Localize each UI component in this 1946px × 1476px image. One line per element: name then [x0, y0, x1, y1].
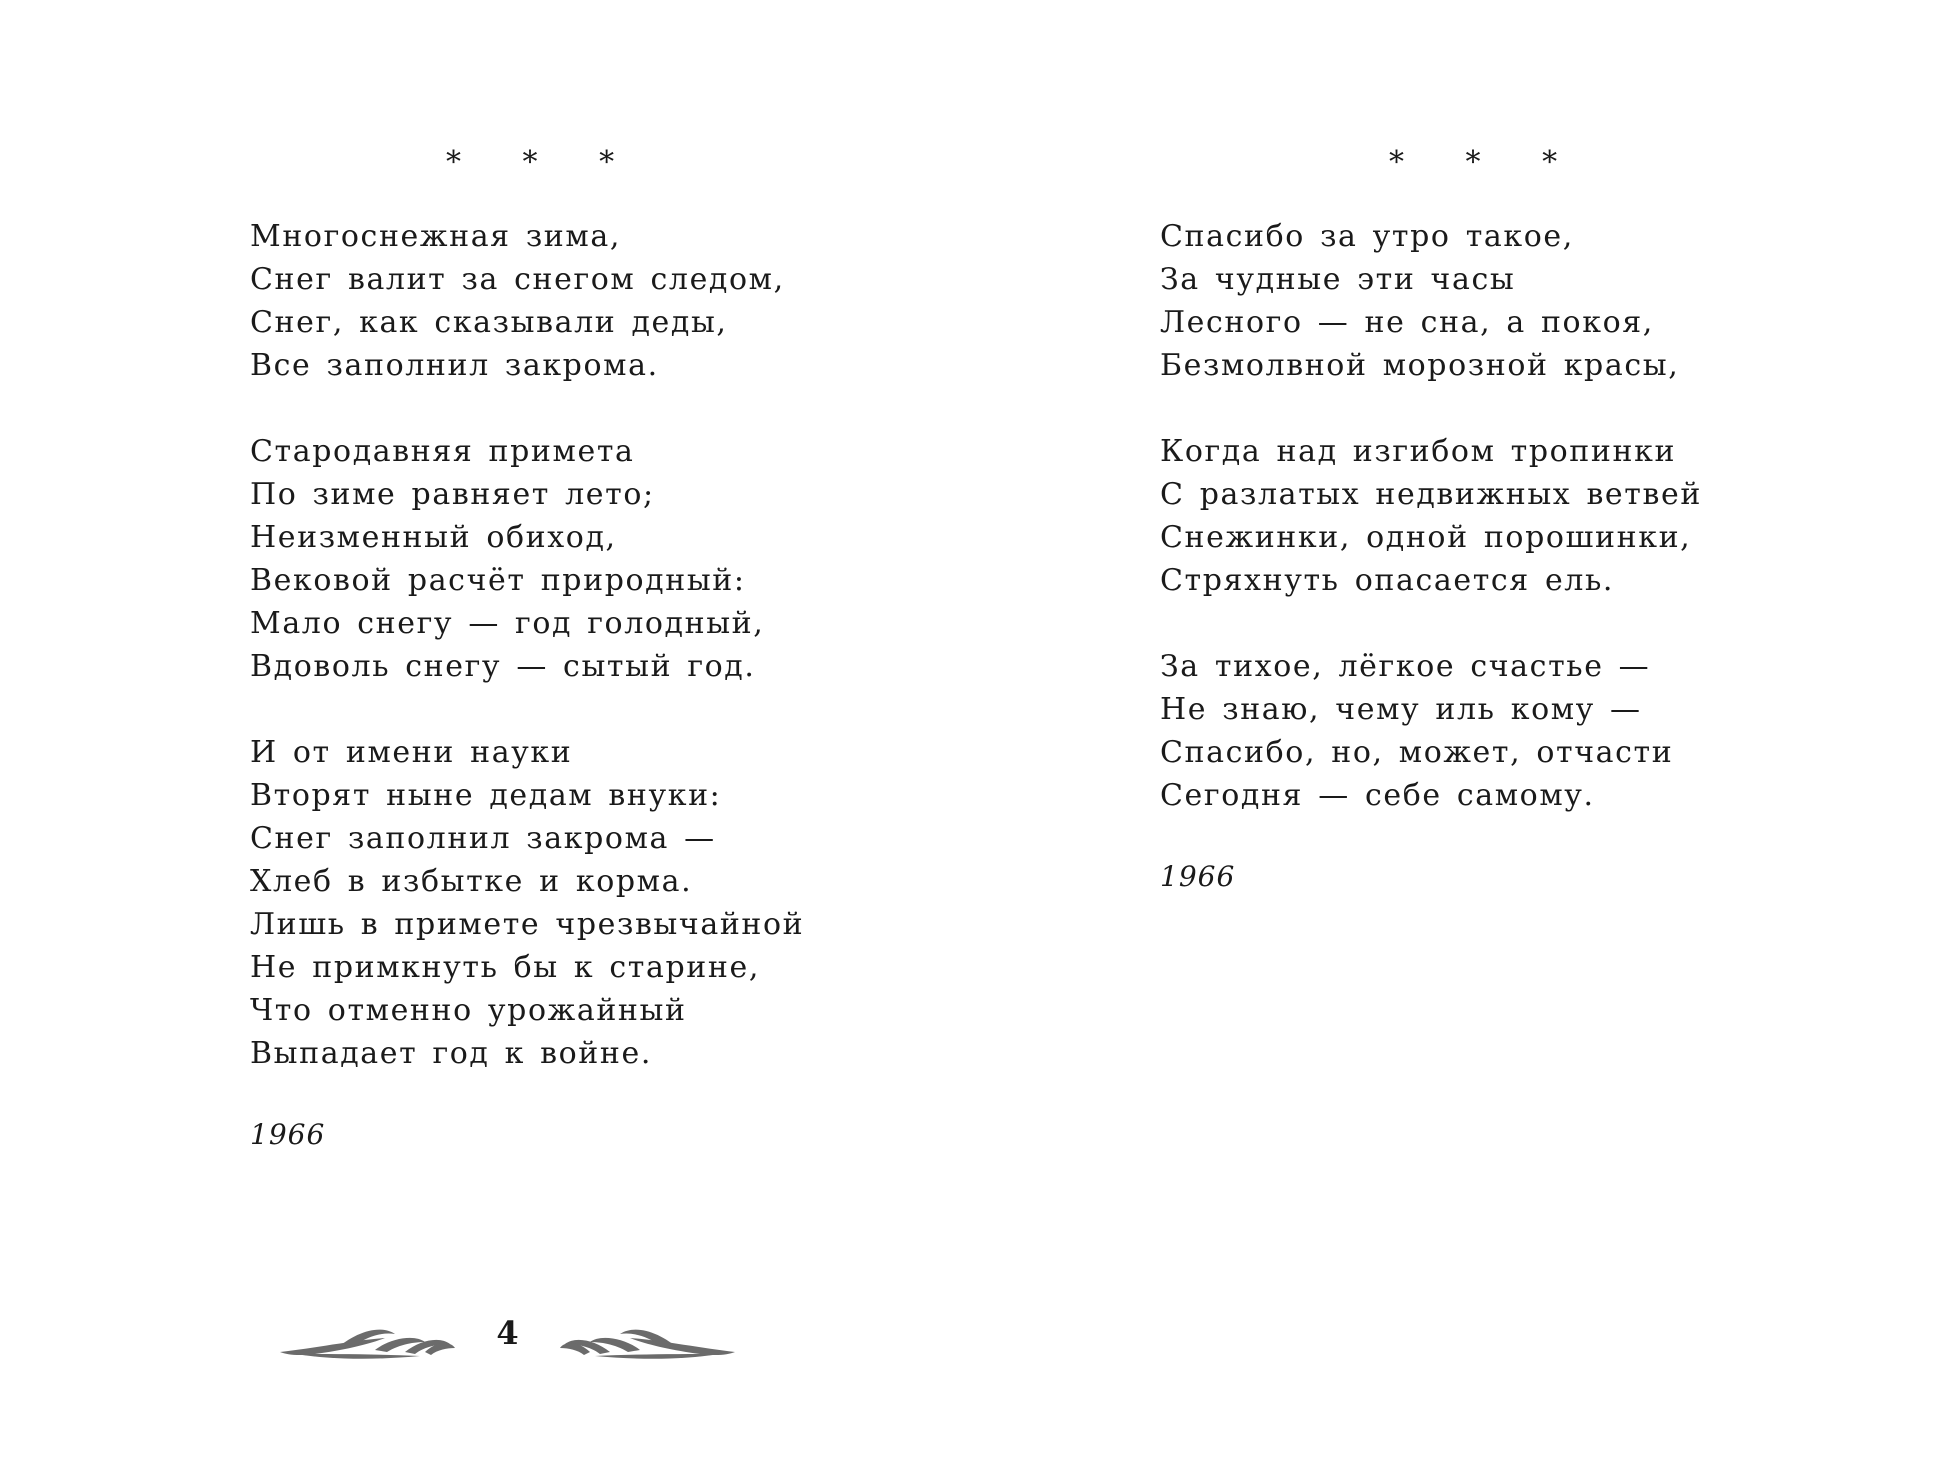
page-number: 4 — [496, 1314, 519, 1352]
right-poem-stanzas — [1160, 215, 1702, 893]
poem-year: 1966 — [250, 1118, 326, 1151]
poem-line: Вторят ныне дедам внуки: — [250, 778, 722, 813]
poem-line: Все заполнил закрома. — [250, 348, 659, 383]
left-poem-separator: * * * — [446, 145, 641, 180]
poem-line: Выпадает год к войне. — [250, 1036, 652, 1071]
poem-line: Лишь в примете чрезвычайной — [250, 907, 805, 942]
stanza — [1160, 645, 1702, 817]
poem-line: Когда над изгибом тропинки — [1160, 434, 1677, 469]
stanza — [1160, 215, 1702, 387]
poem-line: Снежинки, одной порошинки, — [1160, 520, 1692, 555]
poem-line: По зиме равняет лето; — [250, 477, 655, 512]
poem-line: Вдоволь снегу — сытый год. — [250, 649, 756, 684]
poem-line: Не примкнуть бы к старине, — [250, 950, 760, 985]
poem-year: 1966 — [1160, 860, 1236, 893]
stanza — [250, 215, 804, 387]
poem-line: С разлатых недвижных ветвей — [1160, 477, 1702, 512]
poem-line: Стряхнуть опасается ель. — [1160, 563, 1615, 598]
poem-line: Снег заполнил закрома — — [250, 821, 716, 856]
poem-line: Вековой расчёт природный: — [250, 563, 746, 598]
poem-line: Снег валит за снегом следом, — [250, 262, 785, 297]
poem-line: Мало снегу — год голодный, — [250, 606, 765, 641]
poem-line: Безмолвной морозной красы, — [1160, 348, 1680, 383]
stanza — [250, 731, 804, 1075]
poem-line: И от имени науки — [250, 735, 573, 770]
poem-line: Спасибо, но, может, отчасти — [1160, 735, 1674, 770]
poem-line: Лесного — не сна, а покоя, — [1160, 305, 1654, 340]
poem-line: Спасибо за утро такое, — [1160, 219, 1574, 254]
poem-line: Сегодня — себе самому. — [1160, 778, 1595, 813]
left-poem-stanzas — [250, 215, 804, 1151]
poem-line: Что отменно урожайный — [250, 993, 687, 1028]
stanza — [250, 430, 804, 688]
poem-line: За тихое, лёгкое счастье — — [1160, 649, 1651, 684]
poem-line: Многоснежная зима, — [250, 219, 621, 254]
right-poem-separator: * * * — [1389, 145, 1584, 180]
poem-line: Не знаю, чему иль кому — — [1160, 692, 1642, 727]
page-footer — [275, 1310, 740, 1370]
stanza — [1160, 430, 1702, 602]
poem-line: За чудные эти часы — [1160, 262, 1516, 297]
poem-line: Стародавняя примета — [250, 434, 635, 469]
poem-line: Снег, как сказывали деды, — [250, 305, 728, 340]
poem-line: Неизменный обиход, — [250, 520, 617, 555]
poem-line: Хлеб в избытке и корма. — [250, 864, 693, 899]
